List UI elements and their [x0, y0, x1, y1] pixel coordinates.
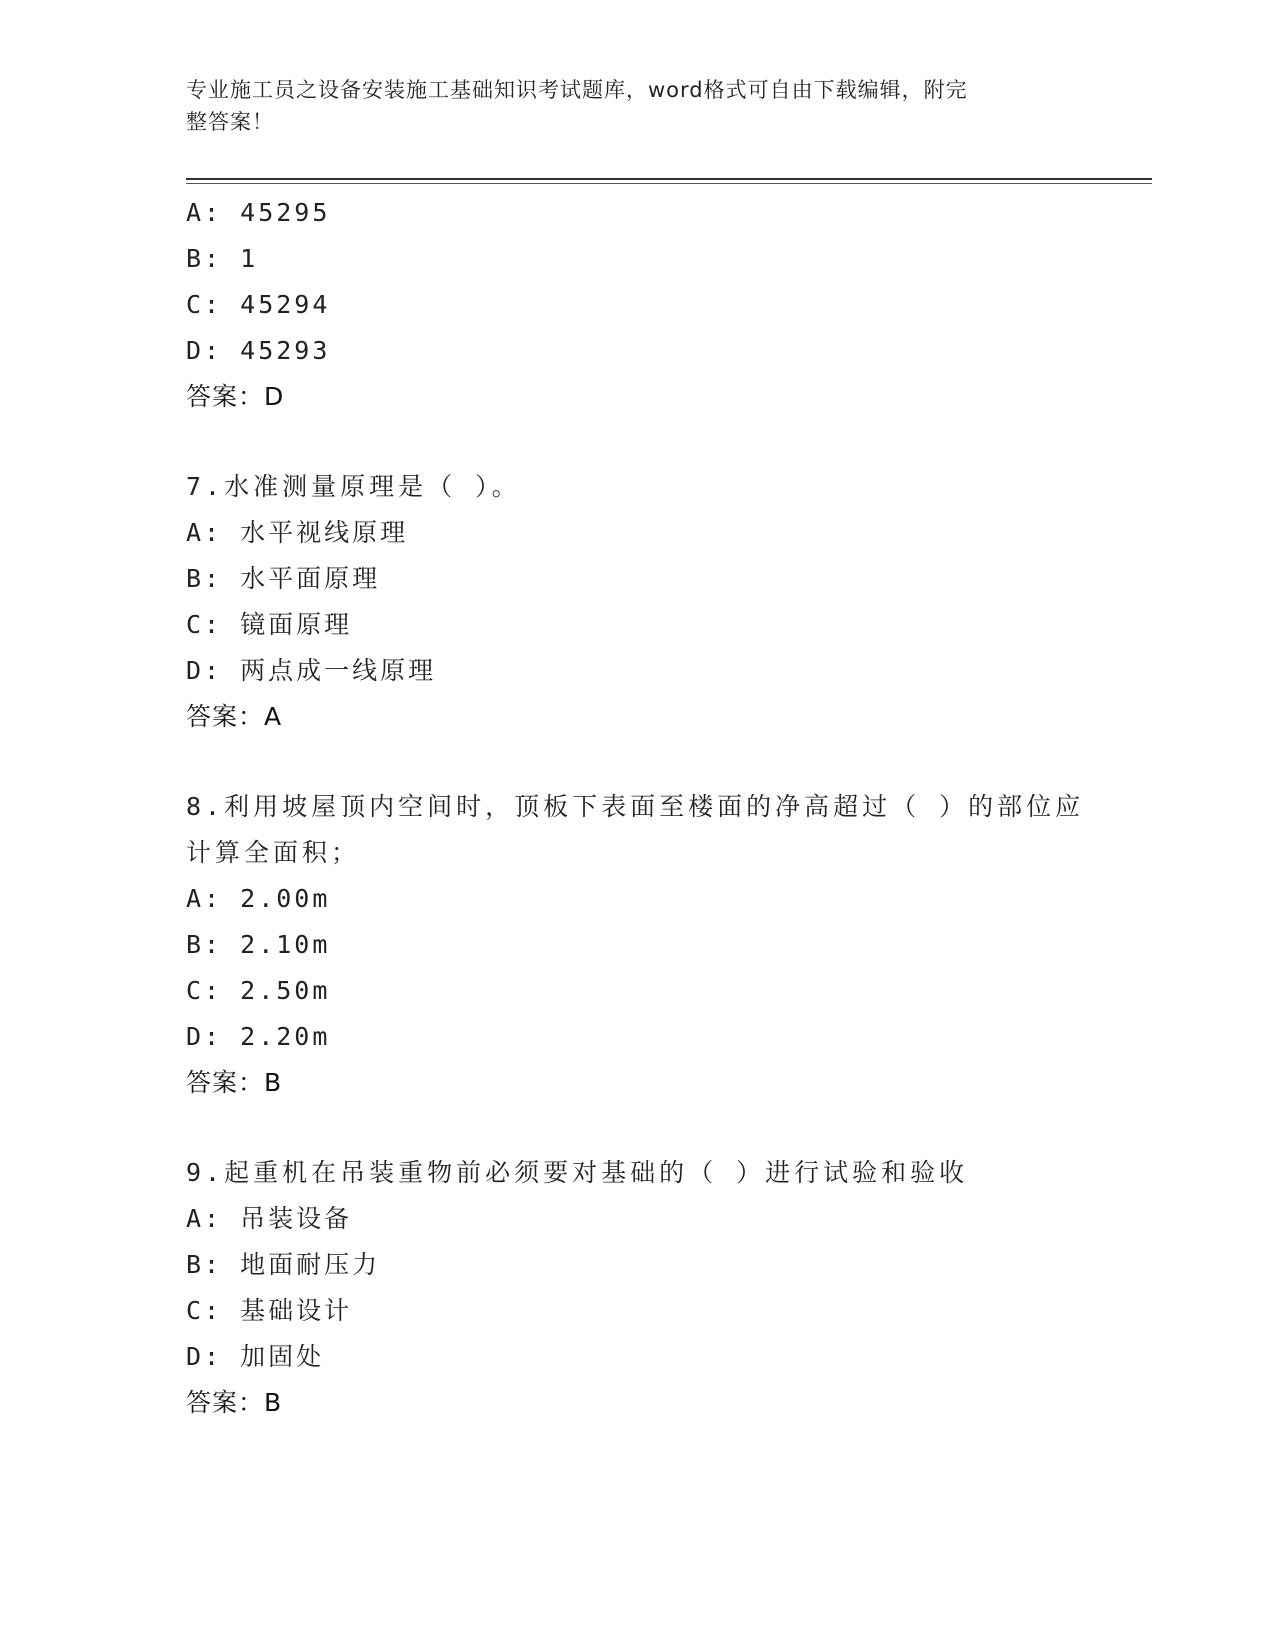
- option-a: A: 吊装设备: [186, 1204, 353, 1233]
- question-content: [186, 190, 1086, 1426]
- answer-line: 答案：D: [186, 382, 285, 411]
- option-c: C: 45294: [186, 290, 331, 319]
- question-block-7: [186, 464, 1086, 740]
- block-spacer: [186, 420, 1086, 464]
- header-divider-thin: [186, 183, 1152, 184]
- option-d: D: 2.20m: [186, 1022, 331, 1051]
- option-d: D: 加固处: [186, 1342, 325, 1371]
- header-line-2: 整答案！: [186, 110, 274, 134]
- option-a: A: 2.00m: [186, 884, 331, 913]
- option-d: D: 45293: [186, 336, 331, 365]
- answer-line: 答案：A: [186, 702, 283, 731]
- question-block-6: [186, 190, 1086, 420]
- option-b: B: 地面耐压力: [186, 1250, 381, 1279]
- answer-line: 答案：B: [186, 1068, 283, 1097]
- option-a: A: 45295: [186, 198, 331, 227]
- option-c: C: 基础设计: [186, 1296, 353, 1325]
- answer-line: 答案：B: [186, 1388, 283, 1417]
- block-spacer: [186, 1106, 1086, 1150]
- question-text-line-2: 计算全面积；: [186, 838, 361, 867]
- document-header: [186, 74, 1066, 138]
- header-divider-thick: [186, 178, 1152, 180]
- question-text: 9.起重机在吊装重物前必须要对基础的（ ）进行试验和验收: [186, 1158, 969, 1187]
- option-b: B: 2.10m: [186, 930, 331, 959]
- option-d: D: 两点成一线原理: [186, 656, 437, 685]
- option-a: A: 水平视线原理: [186, 518, 409, 547]
- option-c: C: 镜面原理: [186, 610, 353, 639]
- question-block-9: [186, 1150, 1086, 1426]
- question-text: 7.水准测量原理是（ ）。: [186, 472, 521, 501]
- question-text-line-1: 8.利用坡屋顶内空间时，顶板下表面至楼面的净高超过（ ）的部位应: [186, 792, 1085, 821]
- option-b: B: 水平面原理: [186, 564, 381, 593]
- option-b: B: 1: [186, 244, 259, 273]
- question-block-8: [186, 784, 1086, 1106]
- option-c: C: 2.50m: [186, 976, 331, 1005]
- block-spacer: [186, 740, 1086, 784]
- header-line-1: 专业施工员之设备安装施工基础知识考试题库，word格式可自由下载编辑，附完: [186, 78, 968, 102]
